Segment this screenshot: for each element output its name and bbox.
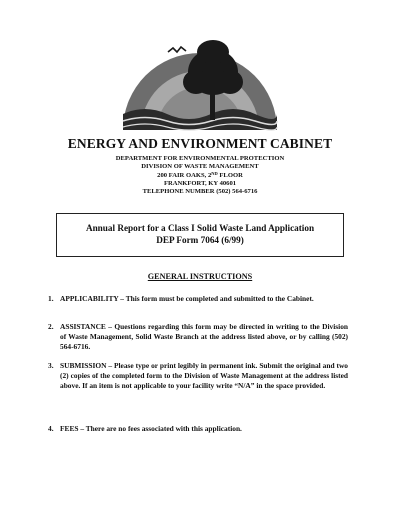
instructions-heading: GENERAL INSTRUCTIONS <box>147 272 253 281</box>
instruction-text: SUBMISSION – Please type or print legibly in permanent ink. Submit the original and two (2) copies of the completed form to the Division of Waste Management at the address listed above. If an item is not applicable to your facility write “N/A” in the space provided. <box>60 361 348 390</box>
agency-name: ENERGY AND ENVIRONMENT CABINET <box>67 136 333 151</box>
instruction-item <box>48 322 348 351</box>
instruction-text: APPLICABILITY – This form must be completed and submitted to the Cabinet. <box>60 294 314 303</box>
agency-address-block <box>0 155 400 196</box>
cabinet-logo-icon <box>115 30 285 134</box>
form-title: Annual Report for a Class I Solid Waste Land Application <box>85 223 315 233</box>
department-name: DEPARTMENT FOR ENVIRONMENTAL PROTECTION <box>115 155 285 162</box>
street-address: 200 FAIR OAKS, 2ND FLOOR <box>157 170 243 179</box>
instruction-number: 4. <box>48 424 54 433</box>
instruction-text: ASSISTANCE – Questions regarding this form may be directed in writing to the Division of Waste Management, Solid Waste Branch at the address listed above, or by calling (502) 564-6716. <box>60 322 348 351</box>
instruction-item <box>48 361 348 390</box>
telephone-number: TELEPHONE NUMBER (502) 564-6716 <box>142 188 258 196</box>
division-name: DIVISION OF WASTE MANAGEMENT <box>141 163 259 171</box>
instruction-number: 1. <box>48 294 54 303</box>
instruction-text: FEES – There are no fees associated with this application. <box>60 424 242 433</box>
instruction-item <box>48 294 348 304</box>
form-title-box <box>56 213 344 257</box>
city-state-zip: FRANKFORT, KY 40601 <box>163 179 237 187</box>
instruction-number: 2. <box>48 322 54 331</box>
instruction-number: 3. <box>48 361 54 370</box>
form-number: DEP Form 7064 (6/99) <box>156 235 244 245</box>
instruction-item <box>48 424 348 434</box>
